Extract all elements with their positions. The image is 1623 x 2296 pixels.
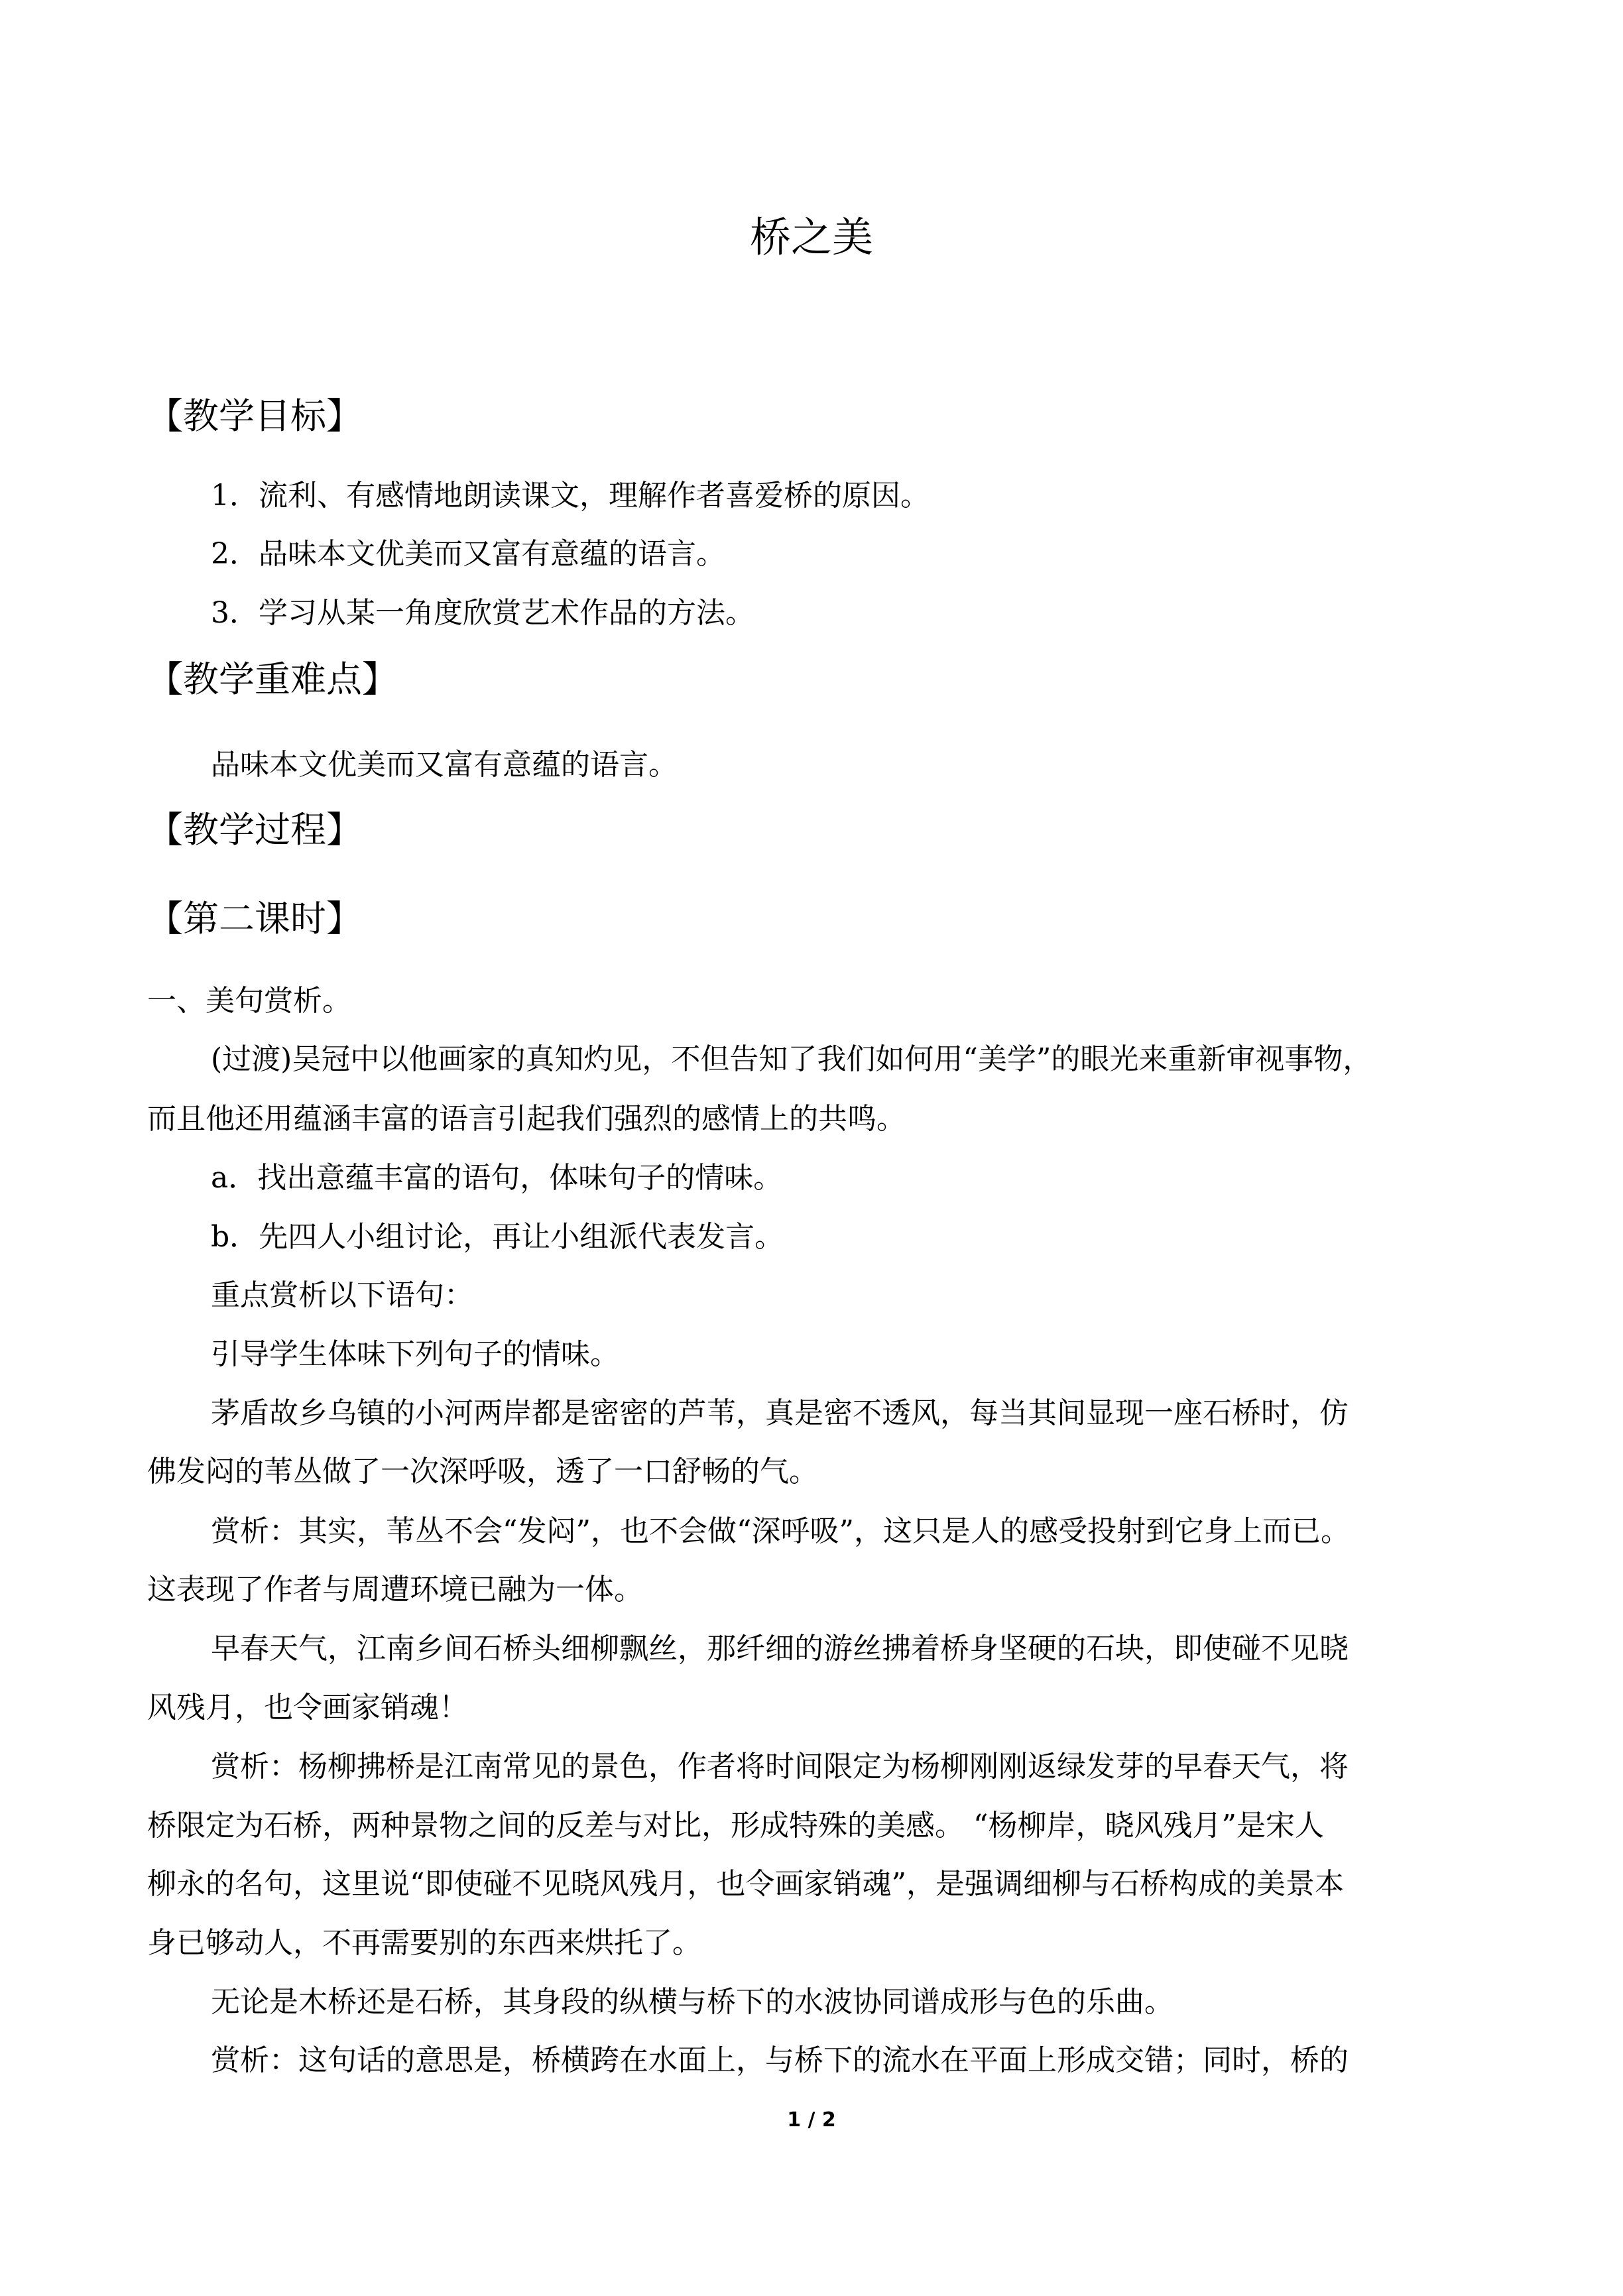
page-number: 1 / 2: [787, 2108, 836, 2132]
analysis-line: 赏析：其实，苇丛不会“发闷”，也不会做“深呼吸”，这只是人的感受投射到它身上而已。: [211, 1514, 1350, 1548]
analysis-line: 桥限定为石桥，两种景物之间的反差与对比，形成特殊的美感。 “杨柳岸，晓风残月”是宋人: [147, 1809, 1324, 1843]
objectives-heading: 【教学目标】: [147, 395, 362, 437]
paragraph-line: (过渡)吴冠中以他画家的真知灼见，不但告知了我们如何用“美学”的眼光来重新审视事物，: [211, 1042, 1372, 1076]
analysis-line: 赏析：这句话的意思是，桥横跨在水面上，与桥下的流水在平面上形成交错；同时，桥的: [211, 2043, 1349, 2077]
analysis-line: 柳永的名句，这里说“即使碰不见晓风残月，也令画家销魂”，是强调细柳与石桥构成的美景本: [147, 1867, 1344, 1901]
key-points-heading: 【教学重难点】: [147, 658, 398, 700]
list-item: a．找出意蕴丰富的语句，体味句子的情味。: [211, 1161, 783, 1195]
analysis-line: 身已够动人，不再需要别的东西来烘托了。: [147, 1926, 701, 1960]
process-heading: 【教学过程】: [147, 809, 362, 851]
quote-line: 佛发闷的苇丛做了一次深呼吸，透了一口舒畅的气。: [147, 1455, 818, 1488]
objective-item: 1．流利、有感情地朗读课文，理解作者喜爱桥的原因。: [211, 479, 930, 513]
quote-line: 无论是木桥还是石桥，其身段的纵横与桥下的水波协同谱成形与色的乐曲。: [211, 1985, 1173, 2019]
list-item: b．先四人小组讨论，再让小组派代表发言。: [211, 1220, 784, 1254]
analysis-line: 赏析：杨柳拂桥是江南常见的景色，作者将时间限定为杨柳刚刚返绿发芽的早春天气，将: [211, 1750, 1349, 1783]
quote-line: 早春天气，江南乡间石桥头细柳飘丝，那纤细的游丝拂着桥身坚硬的石块，即使碰不见晓: [211, 1632, 1349, 1665]
paragraph-line: 而且他还用蕴涵丰富的语言引起我们强烈的感情上的共鸣。: [147, 1102, 906, 1136]
paragraph-line: 引导学生体味下列句子的情味。: [211, 1337, 619, 1371]
analysis-line: 这表现了作者与周遭环境已融为一体。: [147, 1573, 643, 1606]
quote-line: 茅盾故乡乌镇的小河两岸都是密密的芦苇，真是密不透风，每当其间显现一座石桥时，仿: [211, 1396, 1349, 1430]
quote-line: 风残月，也令画家销魂！: [147, 1691, 468, 1724]
key-points-text: 品味本文优美而又富有意蕴的语言。: [211, 748, 678, 782]
paragraph-line: 重点赏析以下语句：: [211, 1278, 473, 1312]
lesson-heading: 【第二课时】: [147, 898, 362, 939]
objective-item: 3．学习从某一角度欣赏艺术作品的方法。: [211, 596, 754, 630]
page-title: 桥之美: [749, 213, 873, 261]
objective-item: 2．品味本文优美而又富有意蕴的语言。: [211, 537, 725, 571]
section-title: 一、美句赏析。: [147, 984, 351, 1018]
